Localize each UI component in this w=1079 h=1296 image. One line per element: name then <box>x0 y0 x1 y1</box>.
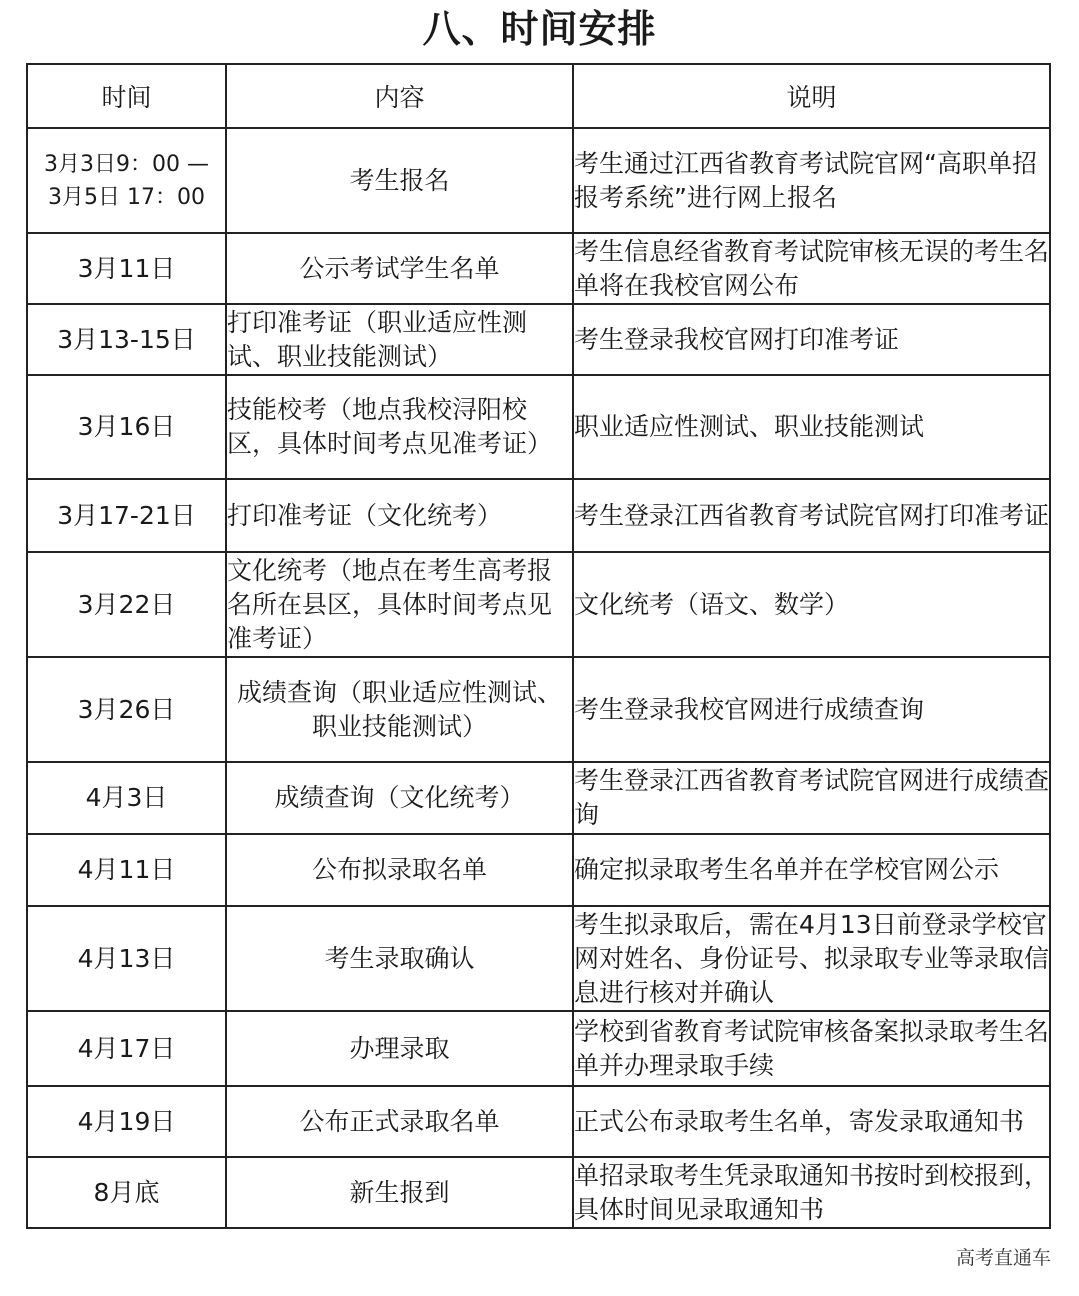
row-desc: 考生登录我校官网进行成绩查询 <box>573 657 1050 762</box>
row-content: 公布正式录取名单 <box>226 1086 573 1157</box>
row-content: 成绩查询（文化统考） <box>226 762 573 834</box>
watermark: 高考直通车 <box>955 1247 1051 1269</box>
row-time: 3月3日9：00 — 3月5日 17：00 <box>27 128 226 233</box>
row-time: 3月11日 <box>27 233 226 304</box>
row-time: 3月17-21日 <box>27 479 226 552</box>
row-desc: 考生信息经省教育考试院审核无误的考生名单将在我校官网公布 <box>573 233 1050 304</box>
table-row <box>27 834 1050 906</box>
table-row <box>27 906 1050 1011</box>
row-time: 4月19日 <box>27 1086 226 1157</box>
table-row <box>27 552 1050 657</box>
row-desc: 考生通过江西省教育考试院官网“高职单招报考系统”进行网上报名 <box>573 128 1050 233</box>
page-title: 八、时间安排 <box>422 7 657 51</box>
row-content: 考生报名 <box>226 128 573 233</box>
row-desc: 学校到省教育考试院审核备案拟录取考生名单并办理录取手续 <box>573 1011 1050 1086</box>
table-row <box>27 479 1050 552</box>
row-content: 技能校考（地点我校浔阳校区，具体时间考点见准考证） <box>226 375 573 479</box>
row-time: 3月26日 <box>27 657 226 762</box>
row-content: 成绩查询（职业适应性测试、职业技能测试） <box>226 657 573 762</box>
row-time: 4月11日 <box>27 834 226 906</box>
header-content: 内容 <box>226 64 573 128</box>
row-time: 3月16日 <box>27 375 226 479</box>
table-row <box>27 762 1050 834</box>
schedule-table <box>26 63 1051 1229</box>
row-desc: 考生拟录取后，需在4月13日前登录学校官网对姓名、身份证号、拟录取专业等录取信息进行核对并确认 <box>573 906 1050 1011</box>
table-row <box>27 1011 1050 1086</box>
row-desc: 职业适应性测试、职业技能测试 <box>573 375 1050 479</box>
row-desc: 考生登录江西省教育考试院官网打印准考证 <box>573 479 1050 552</box>
table-row <box>27 233 1050 304</box>
row-content: 考生录取确认 <box>226 906 573 1011</box>
header-time: 时间 <box>27 64 226 128</box>
table-row <box>27 304 1050 375</box>
row-time: 3月13-15日 <box>27 304 226 375</box>
table-row <box>27 128 1050 233</box>
row-time: 4月3日 <box>27 762 226 834</box>
row-content: 文化统考（地点在考生高考报名所在县区，具体时间考点见准考证） <box>226 552 573 657</box>
table-header-row <box>27 64 1050 128</box>
row-desc: 确定拟录取考生名单并在学校官网公示 <box>573 834 1050 906</box>
row-content: 公布拟录取名单 <box>226 834 573 906</box>
row-desc: 考生登录江西省教育考试院官网进行成绩查询 <box>573 762 1050 834</box>
header-desc: 说明 <box>573 64 1050 128</box>
row-time: 4月17日 <box>27 1011 226 1086</box>
row-content: 办理录取 <box>226 1011 573 1086</box>
table-row <box>27 657 1050 762</box>
table-row <box>27 1157 1050 1228</box>
row-time: 3月22日 <box>27 552 226 657</box>
row-desc: 文化统考（语文、数学） <box>573 552 1050 657</box>
row-content: 打印准考证（文化统考） <box>226 479 573 552</box>
table-row <box>27 1086 1050 1157</box>
table-row <box>27 375 1050 479</box>
row-desc: 正式公布录取考生名单，寄发录取通知书 <box>573 1086 1050 1157</box>
row-time: 8月底 <box>27 1157 226 1228</box>
row-desc: 考生登录我校官网打印准考证 <box>573 304 1050 375</box>
row-desc: 单招录取考生凭录取通知书按时到校报到，具体时间见录取通知书 <box>573 1157 1050 1228</box>
row-content: 新生报到 <box>226 1157 573 1228</box>
row-content: 公示考试学生名单 <box>226 233 573 304</box>
row-content: 打印准考证（职业适应性测试、职业技能测试） <box>226 304 573 375</box>
row-time: 4月13日 <box>27 906 226 1011</box>
